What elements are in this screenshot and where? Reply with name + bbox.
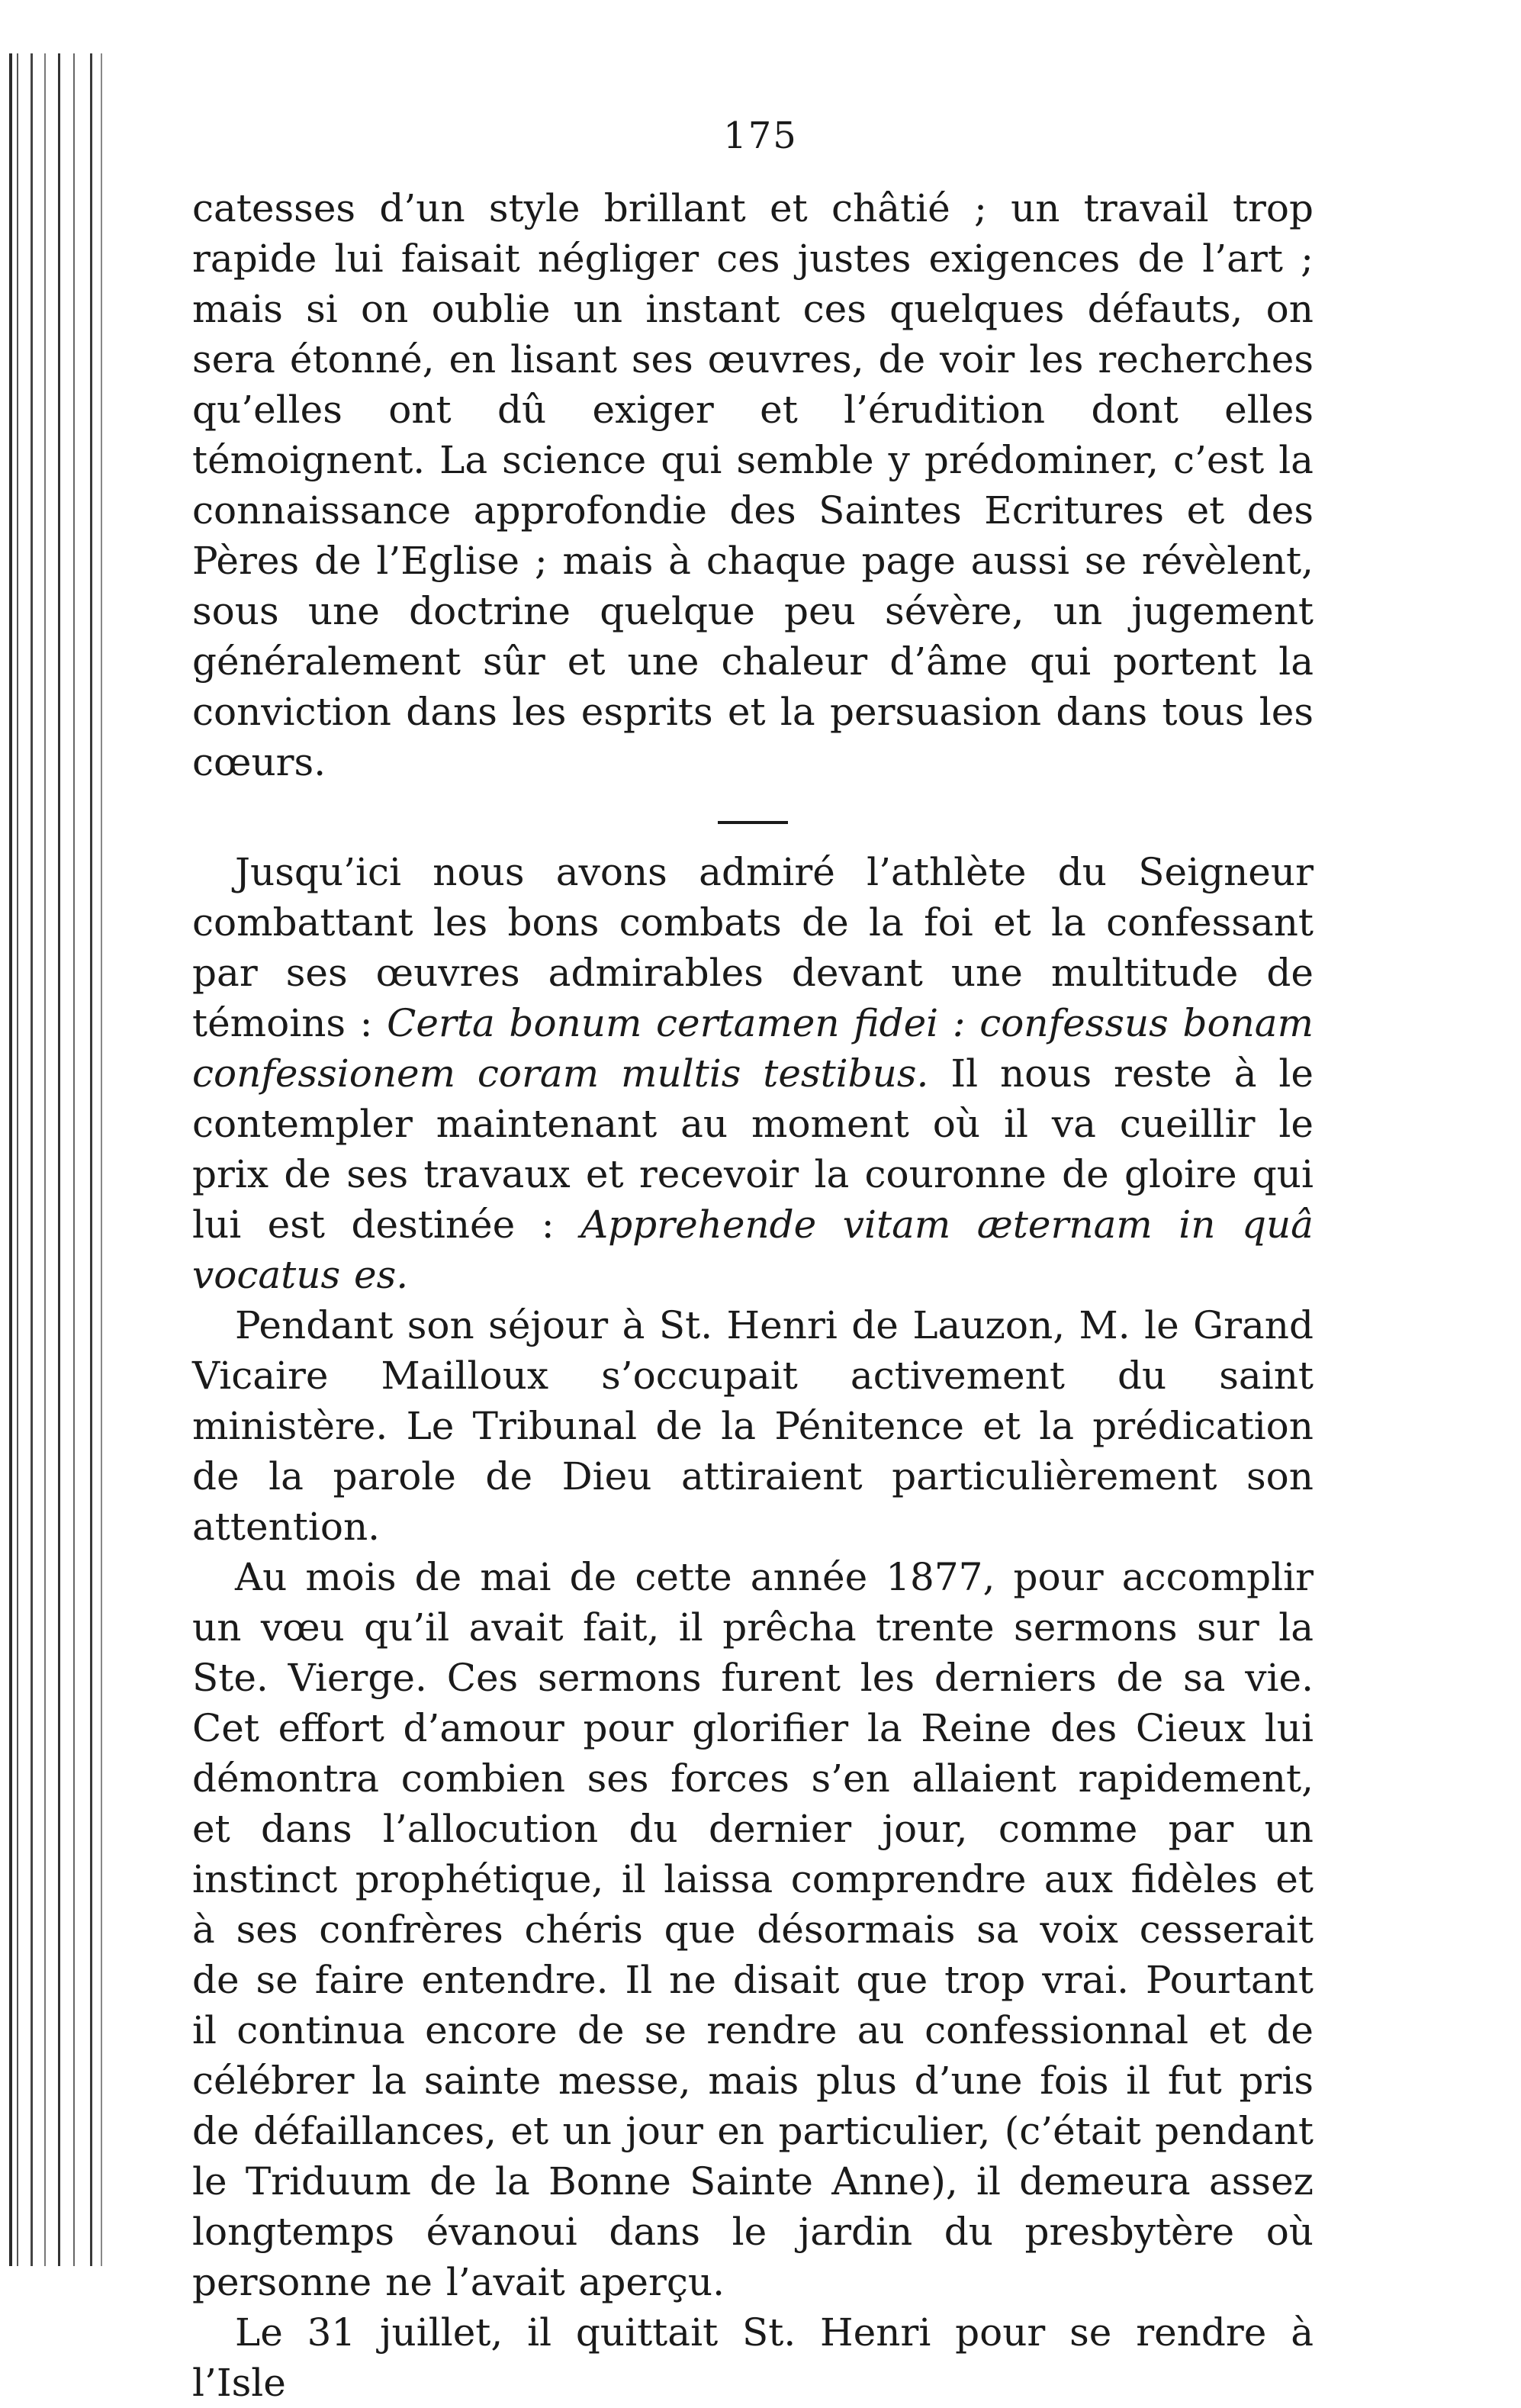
paragraph-3: Pendant son séjour à St. Henri de Lauzon, M. le Grand Vicaire Mailloux s’occupait activement du saint ministère. Le Tribunal de la Pénitence et la prédication de la parole de Dieu attiraient particulièrement son attention. bbox=[192, 1303, 1314, 1549]
latin-quote-1: Certa bonum certamen fidei : confessus bonam confessionem coram multis testibus. bbox=[192, 1001, 1314, 1096]
paragraph-5: Le 31 juillet, il quittait St. Henri pour se rendre à l’Isle bbox=[192, 2310, 1314, 2405]
latin-quote-2: Apprehende vitam æternam in quâ vocatus es. bbox=[192, 1202, 1314, 1297]
paragraph-2 bbox=[192, 847, 1314, 1300]
paragraph-1: catesses d’un style brillant et châtié ; un travail trop rapide lui faisait négliger ces justes exigences de l’art ; mais si on oublie un instant ces quelques défauts, on sera étonné, en lisant ses œuvres, de voir les recherches qu’elles ont dû exiger et l’érudition dont elles témoignent. La science qui semble y prédominer, c’est la connaissance approfondie des Saintes Ecritures et des Pères de l’Eglise ; mais à chaque page aussi se révèlent, sous une doctrine quelque peu sévère, un jugement généralement sûr et une chaleur d’âme qui portent la conviction dans les esprits et la persuasion dans tous les cœurs. bbox=[192, 186, 1314, 784]
page-gutter-edge bbox=[0, 53, 114, 2266]
paragraph-4: Au mois de mai de cette année 1877, pour accomplir un vœu qu’il avait fait, il prêcha trente sermons sur la Ste. Vierge. Ces sermons furent les derniers de sa vie. Cet effort d’amour pour glorifier la Reine des Cieux lui démontra combien ses forces s’en allaient rapidement, et dans l’allocution du dernier jour, comme par un instinct prophétique, il laissa comprendre aux fidèles et à ses confrères chéris que désormais sa voix cesserait de se faire entendre. Il ne disait que trop vrai. Pourtant il continua encore de se rendre au confessionnal et de célébrer la sainte messe, mais plus d’une fois il fut pris de défaillances, et un jour en particulier, (c’était pendant le Triduum de la Bonne Sainte Anne), il demeura assez longtemps évanoui dans le jardin du presbytère où personne ne l’avait aperçu. bbox=[192, 1555, 1314, 2304]
paragraph-2-text-a: Jusqu’ici nous avons admiré l’athlète du Seigneur combattant les bons combats de la foi et la confessant par ses œuvres admirables devant une multitude de témoins : bbox=[192, 850, 1314, 1045]
body-text bbox=[192, 183, 1314, 2408]
page-number: 175 bbox=[723, 114, 798, 157]
paragraph-2-text-b: Il nous reste à le contempler maintenant au moment où il va cueillir le prix de ses travaux et recevoir la couronne de gloire qui lui est destinée : bbox=[192, 1051, 1314, 1247]
section-separator bbox=[718, 821, 788, 824]
